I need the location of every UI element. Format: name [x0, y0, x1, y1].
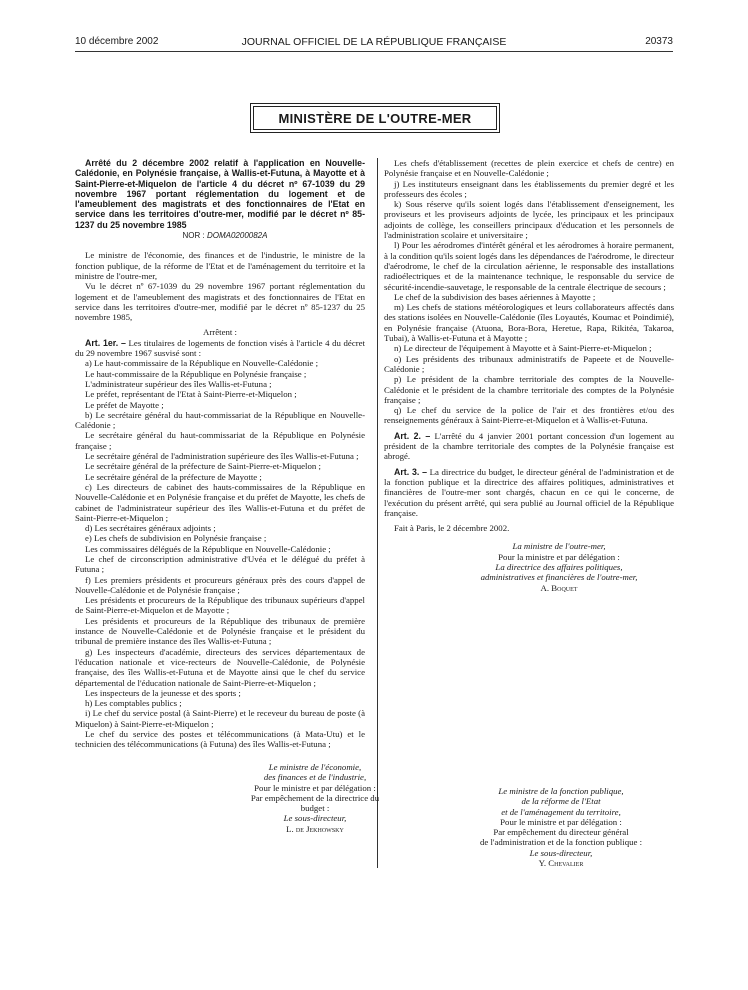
sig3-sub-role: Le sous-directeur, — [529, 847, 593, 858]
article-2 — [384, 431, 674, 462]
list-item: a) Le haut-commissaire de la République en Nouvelle-Calédonie ; — [85, 358, 319, 369]
sig1-sub-role-1: La directrice des affaires politiques, — [495, 561, 623, 572]
list-item: g) Les inspecteurs d'académie, directeurs des services départementaux de l'éducation nationale et vice-recteurs de Nouvelle-Calédonie, de Polynésie française, des îles Wallis-et-Futuna et de Mayotte ainsi que le chef du service départemental de l'éducation nationale de Saint-Pierre-et-Miquelon ; — [75, 646, 365, 688]
sig3-role-3: et de l'aménagement du territoire, — [501, 806, 621, 817]
sig3-impediment-1: Par empêchement du directeur général — [493, 827, 629, 838]
nor-value: DOMA0200082A — [206, 231, 268, 241]
list-item: L'administrateur supérieur des îles Wallis-et-Futuna ; — [85, 378, 272, 389]
sig2-role-1: Le ministre de l'économie, — [268, 762, 362, 772]
list-item: Le secrétaire général de la préfecture de Mayotte ; — [85, 471, 262, 482]
list-item: q) Le chef du service de la police de l'air et des frontières et/ou des renseignements généraux à Saint-Pierre-et-Miquelon et à Wallis-et-Futuna. — [384, 405, 674, 426]
sig1-name: A. Boquet — [540, 582, 578, 593]
list-item: Le haut-commissaire de la République en Polynésie française ; — [85, 368, 307, 379]
article-2-label: Art. 2. – — [394, 430, 431, 441]
list-item: d) Les secrétaires généraux adjoints ; — [85, 523, 216, 534]
list-item: Les inspecteurs de la jeunesse et des sports ; — [85, 687, 241, 698]
ministry-box — [250, 103, 500, 133]
article-1 — [75, 338, 365, 359]
nor-label: NOR : — [182, 231, 205, 241]
list-item: Le préfet de Mayotte ; — [85, 399, 164, 410]
list-item: n) Le directeur de l'équipement à Mayotte et à Saint-Pierre-et-Miquelon ; — [394, 343, 652, 354]
sig1-role: La ministre de l'outre-mer, — [512, 541, 606, 552]
sig3-impediment-2: de l'administration et de la fonction publique : — [479, 837, 643, 848]
sig2-delegation: Pour le ministre et par délégation : — [254, 782, 376, 793]
article-3-label: Art. 3. – — [394, 466, 428, 477]
page-number: 20373 — [645, 36, 673, 47]
list-item: Le chef de circonscription administrative d'Uvéa et le délégué du préfet à Futuna ; — [75, 553, 365, 575]
article-2-text: L'arrêté du 4 janvier 2001 portant concession d'un logement au président de la chambre territoriale des comptes de la Polynésie française est abrogé. — [384, 430, 674, 462]
list-item: c) Les directeurs de cabinet des hauts-commissaires de la République en Nouvelle-Calédonie et en Polynésie française et du préfet de Mayotte, les chefs de cabinet de l'administrateur supérieur des îles Wallis-et-Futuna et du préfet de Saint-Pierre-et-Miquelon ; — [75, 481, 365, 523]
sig3-delegation: Pour le ministre et par délégation : — [500, 816, 622, 827]
list-item: i) Le chef du service postal (à Saint-Pierre) et le receveur du bureau de poste (à Miquelon) à Saint-Pierre-et-Miquelon ; — [75, 708, 365, 729]
list-item: Le secrétaire général de la préfecture de Saint-Pierre-et-Miquelon ; — [85, 461, 321, 472]
list-item: m) Les chefs de stations météorologiques et leurs collaborateurs affectés dans des stations isolées en Nouvelle-Calédonie (îles Loyautés, Koumac et Poindimié), en Polynésie française (Atuona, Bora-Bora, Heretue, Rapa, Rikitéa, Takaroa, Tubai), à Wallis-et-Futuna et à Mayotte ; — [384, 302, 674, 344]
sig3-role-2: de la réforme de l'Etat — [521, 796, 601, 807]
journal-title: JOURNAL OFFICIEL DE LA RÉPUBLIQUE FRANÇAISE — [241, 36, 507, 48]
sig2-role-2: des finances et de l'industrie, — [263, 772, 367, 783]
nor-reference — [75, 231, 365, 241]
article-3-text: La directrice du budget, le directeur général de l'administration et de la fonction publique et la directrice des affaires politiques, administratives et financières de l'outre-mer sont chargés, chacun en ce qui le concerne, de l'exécution du présent arrêté, qui sera publié au Journal officiel de la République française. — [384, 466, 674, 518]
header-rule — [75, 51, 673, 52]
sig3-name: Y. Chevalier — [538, 858, 584, 869]
list-item: p) Le président de la chambre territoriale des comptes de la Nouvelle-Calédonie et le président de la chambre territoriale des comptes de la Polynésie française ; — [384, 374, 674, 405]
list-item: Le chef du service des postes et télécommunications (à Mata-Utu) et le technicien des télécommunications (à Futuna) des îles Wallis-et-Futuna ; — [75, 729, 365, 750]
sig2-impediment: Par empêchement de la directrice du budget : — [250, 792, 380, 814]
left-item-list — [75, 358, 365, 749]
article-3 — [384, 467, 674, 518]
sig2-name: L. de Jekhowsky — [286, 823, 344, 834]
signature-outre-mer — [384, 541, 674, 592]
place-date: Fait à Paris, le 2 décembre 2002. — [394, 523, 510, 534]
page-header — [75, 36, 673, 50]
preamble-visa: Vu le décret nº 67-1039 du 29 novembre 1967 portant réglementation du logement et de l'ameublement des magistrats et des fonctionnaires de l'Etat en service dans les territoires d'outre-mer, modifié par le décret nº 85-1237 du 25 novembre 1985, — [75, 281, 365, 323]
list-item: l) Pour les aérodromes d'intérêt général et les aérodromes à horaire permanent, à la condition qu'ils soient logés dans les dépendances de l'aérodrome, le directeur d'aérodrome, le chef de la circulation aérienne, le responsable des installations radioélectriques et de la maintenance technique, le responsable du service de sécurité-incendie-sauvetage, le responsable de la centrale électrique de secours ; — [384, 240, 674, 292]
decree-title: Arrêté du 2 décembre 2002 relatif à l'application en Nouvelle-Calédonie, en Polynésie française, à Wallis-et-Futuna, à Mayotte et à Saint-Pierre-et-Miquelon de l'article 4 du décret nº 67-1039 du 29 novembre 1967 portant réglementation du logement et de l'ameublement des magistrats et des fonctionnaires de l'Etat en service dans les territoires d'outre-mer, modifié par le décret nº 85-1237 du 25 novembre 1985 — [75, 158, 365, 230]
preamble-ministers: Le ministre de l'économie, des finances et de l'industrie, le ministre de la fonction publique, de la réforme de l'Etat et de l'aménagement du territoire et la ministre de l'outre-mer, — [75, 250, 365, 281]
signature-fonction-publique — [446, 786, 676, 868]
right-column — [384, 158, 674, 593]
list-item: Le secrétaire général de l'administration supérieure des îles Wallis-et-Futuna ; — [85, 451, 359, 462]
left-column — [75, 158, 365, 750]
list-item: Les présidents et procureurs de la République des tribunaux supérieurs d'appel de Saint-Pierre-et-Miquelon et de Mayotte ; — [75, 595, 365, 616]
list-item: Le préfet, représentant de l'Etat à Saint-Pierre-et-Miquelon ; — [85, 389, 297, 400]
sig2-sub-role: Le sous-directeur, — [283, 813, 347, 824]
list-item: k) Sous réserve qu'ils soient logés dans l'établissement d'enseignement, les proviseurs et les proviseurs adjoints de lycée, les principaux et les principaux adjoints de collège, les conseillers principaux d'éducation et les personnels de l'administration scolaire et universitaire ; — [384, 199, 674, 241]
list-item: e) Les chefs de subdivision en Polynésie française ; — [85, 533, 267, 544]
list-item: f) Les premiers présidents et procureurs généraux près des cours d'appel de Nouvelle-Calédonie et de Polynésie française ; — [75, 574, 365, 595]
list-item: o) Les présidents des tribunaux administratifs de Papeete et de Nouvelle-Calédonie ; — [384, 353, 674, 374]
ministry-heading: MINISTÈRE DE L'OUTRE-MER — [253, 106, 497, 130]
list-item: Le secrétaire général du haut-commissariat de la République en Polynésie française ; — [75, 430, 365, 451]
arretent: Arrêtent : — [203, 327, 237, 338]
article-1-label: Art. 1er. – — [85, 337, 126, 348]
sig1-delegation: Pour la ministre et par délégation : — [498, 551, 620, 562]
list-item: Les présidents et procureurs de la République des tribunaux de première instance de Nouvelle-Calédonie et de Polynésie française et le président du tribunal de première instance des îles Wallis-et-Futuna ; — [75, 615, 365, 647]
list-item: Les chefs d'établissement (recettes de plein exercice et chefs de centre) en Polynésie française et en Nouvelle-Calédonie ; — [384, 158, 674, 179]
issue-date: 10 décembre 2002 — [75, 36, 159, 47]
right-item-list — [384, 158, 674, 426]
sig1-sub-role-2: administratives et financières de l'outre-mer, — [480, 572, 638, 583]
list-item: h) Les comptables publics ; — [85, 698, 182, 709]
list-item: b) Le secrétaire général du haut-commissariat de la République en Nouvelle-Calédonie ; — [75, 409, 365, 431]
list-item: Les commissaires délégués de la République en Nouvelle-Calédonie ; — [85, 543, 331, 554]
sig3-role-1: Le ministre de la fonction publique, — [498, 786, 624, 796]
list-item: Le chef de la subdivision des bases aériennes à Mayotte ; — [394, 291, 596, 302]
list-item: j) Les instituteurs enseignant dans les établissements du premier degré et les professeurs des écoles ; — [384, 178, 674, 199]
article-1-text: Les titulaires de logements de fonction visés à l'article 4 du décret du 29 novembre 1967 susvisé sont : — [75, 337, 366, 359]
